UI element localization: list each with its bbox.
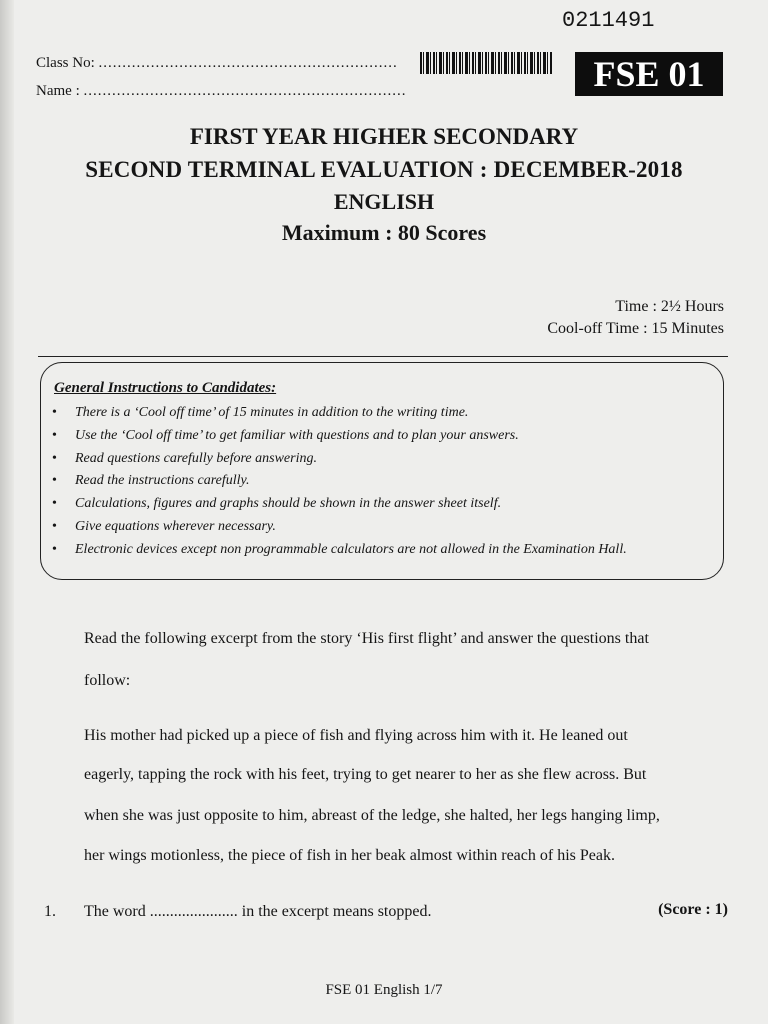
scan-edge-shadow — [0, 0, 14, 1024]
class-no-dots: ............................................................... — [98, 55, 398, 71]
class-no-line — [36, 55, 398, 72]
serial-number: 0211491 — [562, 8, 655, 33]
instruction-item: • Give equations wherever necessary. — [50, 516, 720, 539]
instructions-title: General Instructions to Candidates: — [54, 380, 277, 396]
bullet-icon: • — [52, 473, 57, 489]
name-line — [36, 83, 406, 100]
name-dots: .................................................................... — [83, 83, 407, 99]
exam-time: Time : 2½ Hours — [615, 298, 724, 315]
cool-off-time: Cool-off Time : 15 Minutes — [547, 320, 724, 337]
question-score: (Score : 1) — [658, 901, 728, 918]
paper-code-badge: FSE 01 — [575, 52, 723, 96]
passage-line: eagerly, tapping the rock with his feet, trying to get nearer to her as she flew across. But — [84, 766, 647, 783]
exam-title-line2: SECOND TERMINAL EVALUATION : DECEMBER-2018 — [85, 157, 683, 182]
instruction-item: • There is a ‘Cool off time’ of 15 minutes in addition to the writing time. — [50, 402, 720, 425]
barcode-icon — [420, 52, 552, 74]
exam-max-score: Maximum : 80 Scores — [281, 220, 487, 245]
instruction-item: • Read the instructions carefully. — [50, 470, 720, 493]
instruction-item: • Calculations, figures and graphs should be shown in the answer sheet itself. — [50, 493, 720, 516]
passage-line: her wings motionless, the piece of fish in her beak almost within reach of his Peak. — [84, 847, 615, 864]
bullet-icon: • — [52, 450, 57, 466]
instruction-item: • Electronic devices except non programmable calculators are not allowed in the Examination Hall. — [50, 539, 720, 562]
bullet-icon: • — [52, 518, 57, 534]
instructions-list — [50, 402, 720, 562]
passage-line: when she was just opposite to him, abreast of the ledge, she halted, her legs hanging limp, — [84, 807, 660, 824]
divider — [38, 356, 728, 357]
bullet-icon: • — [52, 427, 57, 443]
question-number: 1. — [44, 903, 56, 920]
question-text: The word ...................... in the excerpt means stopped. — [84, 903, 432, 920]
instruction-item: • Read questions carefully before answering. — [50, 448, 720, 471]
bullet-icon: • — [52, 496, 57, 512]
bullet-icon: • — [52, 405, 57, 420]
passage-line: His mother had picked up a piece of fish and flying across him with it. He leaned out — [84, 727, 628, 744]
instruction-item: • Use the ‘Cool off time’ to get familiar with questions and to plan your answers. — [50, 425, 720, 448]
passage-intro-cont: follow: — [84, 672, 131, 689]
passage-intro: Read the following excerpt from the story ‘His first flight’ and answer the questions that — [84, 630, 649, 647]
exam-title-line1: FIRST YEAR HIGHER SECONDARY — [189, 124, 579, 149]
page-footer: FSE 01 English 1/7 — [325, 982, 443, 998]
bullet-icon: • — [52, 541, 57, 557]
class-no-label: Class No: — [36, 55, 95, 71]
exam-subject: ENGLISH — [333, 189, 435, 214]
name-label: Name : — [36, 83, 80, 99]
